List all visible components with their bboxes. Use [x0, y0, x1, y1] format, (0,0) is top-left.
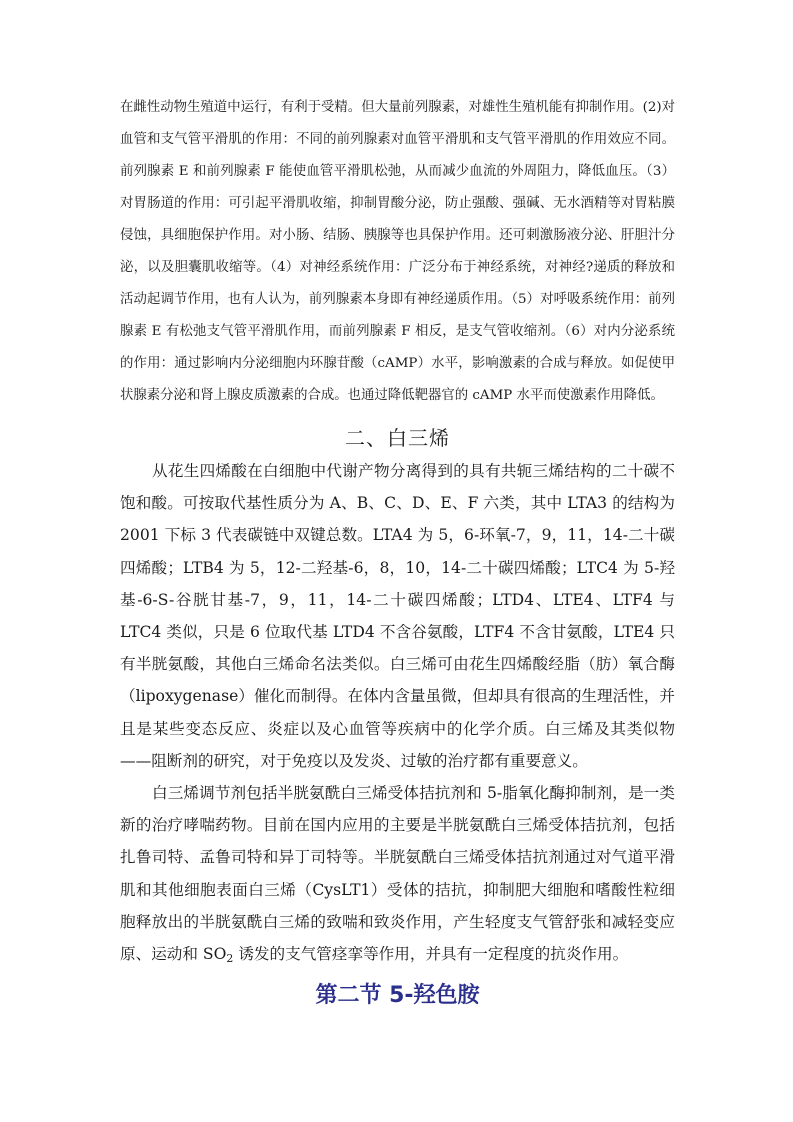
- document-page: [120, 92, 675, 1009]
- paragraph-leukotriene-modulators: [120, 777, 675, 970]
- paragraph-text-part: 白三烯调节剂包括半胱氨酰白三烯受体拮抗剂和 5-脂氧化酶抑制剂，是一类新的治疗哮喘药物。目前在国内应用的主要是半胱氨酰白三烯受体拮抗剂，包括扎鲁司特、孟鲁司特和异丁司特等。半胱氨酰白三烯受体拮抗剂通过对气道平滑肌和其他细胞表面白三烯（CysLT1）受体的拮抗，抑制肥大细胞和嗜酸性粒细胞释放出的半胱氨酰白三烯的致喘和致炎作用，产生轻度支气管舒张和减轻变应原、运动和 SO: [120, 784, 675, 964]
- paragraph-leukotriene-definition: 从花生四烯酸在白细胞中代谢产物分离得到的具有共轭三烯结构的二十碳不饱和酸。可按取代基性质分为 A、B、C、D、E、F 六类，其中 LTA3 的结构为 2001 下标 3 代表碳链中双键总数。LTA4 为 5，6-环氧-7，9，11，14-二十碳四烯酸；LTB4 为 5，12-二羟基-6，8，10，14-二十碳四烯酸；LTC4 为 5-羟基-6-S-谷胱甘基-7，9，11，14-二十碳四烯酸；LTD4、LTE4、LTF4 与 LTC4 类似，只是 6 位取代基 LTD4 不含谷氨酸，LTF4 不含甘氨酸，LTE4 只有半胱氨酸，其他白三烯命名法类似。白三烯可由花生四烯酸经脂（肪）氧合酶（lipoxygenase）催化而制得。在体内含量虽微，但却具有很高的生理活性，并且是某些变态反应、炎症以及心血管等疾病中的化学介质。白三烯及其类似物——阻断剂的研究，对于免疫以及发炎、过敏的治疗都有重要意义。: [120, 462, 675, 770]
- paragraph-text-part: 诱发的支气管痉挛等作用，并具有一定程度的抗炎作用。: [233, 945, 629, 964]
- section-title: 二、白三烯: [345, 426, 450, 450]
- subscript-2: 2: [226, 952, 234, 966]
- paragraph-prostaglandin-effects: 在雌性动物生殖道中运行，有利于受精。但大量前列腺素，对雄性生殖机能有抑制作用。(2)对血管和支气管平滑肌的作用：不同的前列腺素对血管平滑肌和支气管平滑肌的作用效应不同。前列腺素 E 和前列腺素 F 能使血管平滑肌松弛，从而减少血流的外周阻力，降低血压。（3）对胃肠道的作用：可引起平滑肌收缩，抑制胃酸分泌，防止强酸、强碱、无水酒精等对胃粘膜侵蚀，具细胞保护作用。对小肠、结肠、胰腺等也具保护作用。还可刺激肠液分泌、肝胆汁分泌，以及胆囊肌收缩等。（4）对神经系统作用：广泛分布于神经系统，对神经?递质的释放和活动起调节作用，也有人认为，前列腺素本身即有神经递质作用。（5）对呼吸系统作用：前列腺素 E 有松弛支气管平滑肌作用，而前列腺素 F 相反，是支气管收缩剂。（6）对内分泌系统的作用：通过影响内分泌细胞内环腺苷酸（cAMP）水平，影响激素的合成与释放。如促使甲状腺素分泌和肾上腺皮质激素的合成。也通过降低靶器官的 cAMP 水平而使激素作用降低。: [120, 100, 675, 403]
- chapter-title: 第二节 5-羟色胺: [315, 983, 480, 1009]
